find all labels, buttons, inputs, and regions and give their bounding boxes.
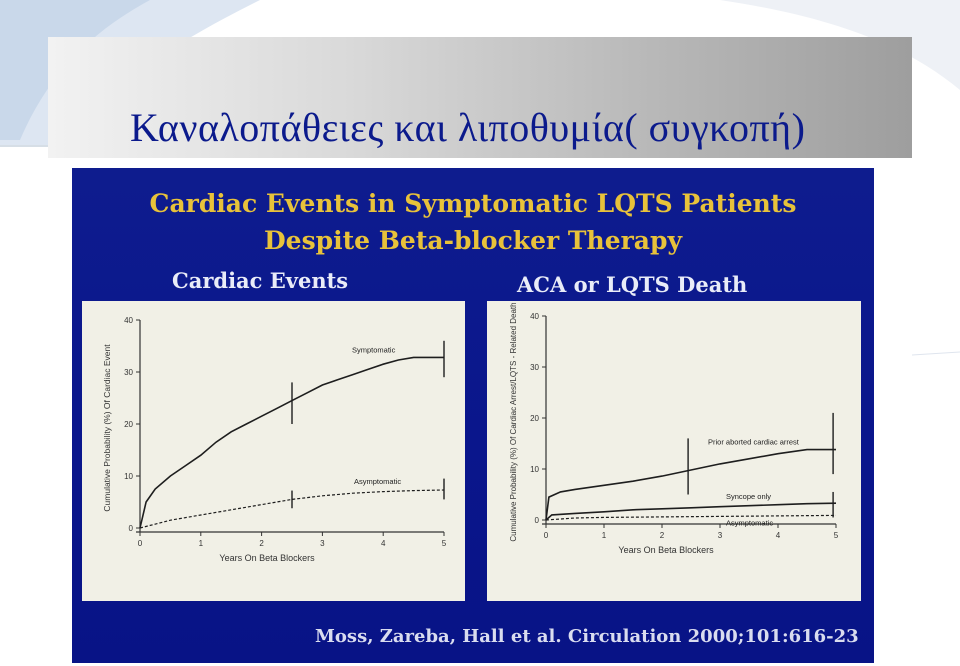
y-tick-label: 20 xyxy=(530,414,539,423)
x-tick-label: 0 xyxy=(543,531,549,540)
series-label: Prior aborted cardiac arrest xyxy=(708,437,799,447)
y-tick-label: 0 xyxy=(128,524,133,533)
figure-heading-line1: Cardiac Events in Symptomatic LQTS Patients xyxy=(149,189,797,218)
x-tick-label: 1 xyxy=(601,531,607,540)
series-line-syncope-only xyxy=(546,503,836,520)
right-panel-title: ACA or LQTS Death xyxy=(517,272,748,297)
y-axis-label: Cumulative Probability (%) Of Cardiac Event xyxy=(102,344,112,512)
chart-cardiac-events xyxy=(82,301,465,601)
y-tick-label: 30 xyxy=(530,363,539,372)
figure-slide xyxy=(72,168,874,663)
x-tick-label: 3 xyxy=(717,531,723,540)
chart-aca-lqts-death xyxy=(487,301,861,601)
y-tick-label: 0 xyxy=(534,516,539,525)
figure-heading-line2: Despite Beta-blocker Therapy xyxy=(264,226,682,255)
x-tick-label: 5 xyxy=(833,531,839,540)
x-tick-label: 4 xyxy=(775,531,781,540)
x-tick-label: 4 xyxy=(380,539,386,548)
slide-title: Καναλοπάθειες και λιποθυμία( συγκοπή) xyxy=(130,105,806,150)
x-tick-label: 5 xyxy=(441,539,447,548)
x-axis-label: Years On Beta Blockers xyxy=(618,545,714,555)
series-label: Asymptomatic xyxy=(354,477,402,487)
citation: Moss, Zareba, Hall et al. Circulation 2000;101:616-23 xyxy=(315,626,859,647)
x-axis-label: Years On Beta Blockers xyxy=(219,553,315,563)
y-tick-label: 10 xyxy=(530,465,539,474)
x-tick-label: 2 xyxy=(659,531,665,540)
x-tick-label: 3 xyxy=(320,539,325,548)
series-line-prior-aborted-cardiac-arrest xyxy=(546,450,836,520)
series-label: Syncope only xyxy=(726,492,772,502)
x-tick-label: 2 xyxy=(259,539,264,548)
y-tick-label: 20 xyxy=(124,420,133,429)
y-tick-label: 40 xyxy=(124,316,133,325)
y-tick-label: 40 xyxy=(530,312,539,321)
x-tick-label: 1 xyxy=(198,539,204,548)
series-label: Asymptomatic xyxy=(726,518,774,528)
series-label: Symptomatic xyxy=(352,345,396,355)
y-tick-label: 10 xyxy=(124,472,133,481)
y-tick-label: 30 xyxy=(124,368,133,377)
y-axis-label: Cumulative Probability (%) Of Cardiac Arrest/LQTS - Related Death xyxy=(509,302,518,542)
left-panel-title: Cardiac Events xyxy=(172,268,349,293)
series-line-asymptomatic xyxy=(546,515,836,520)
right-chart-panel xyxy=(487,301,861,601)
x-tick-label: 0 xyxy=(137,539,143,548)
left-chart-panel xyxy=(82,301,465,601)
